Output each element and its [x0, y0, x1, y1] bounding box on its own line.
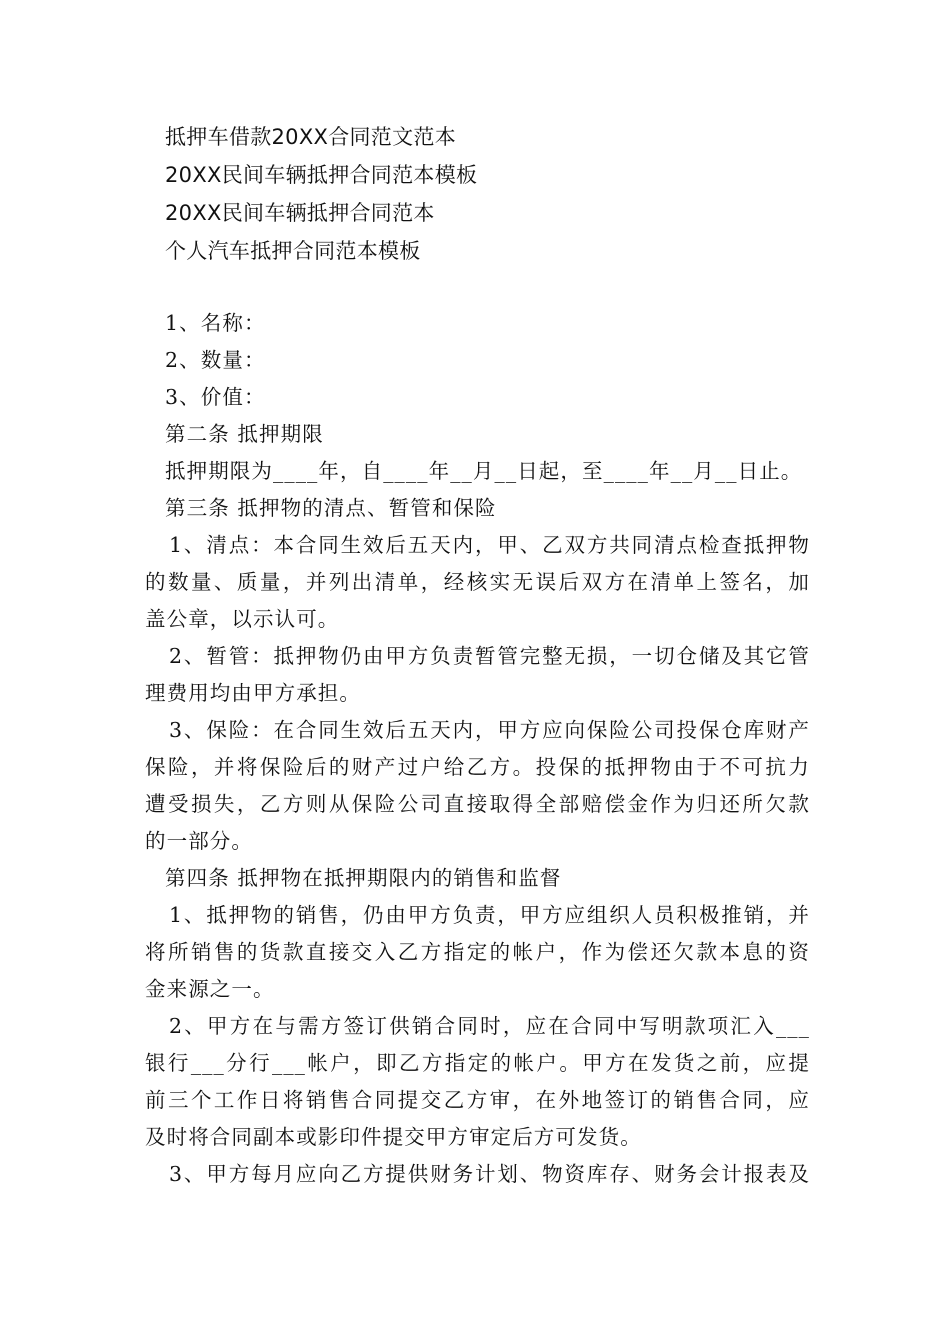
paragraph-line: 前三个工作日将销售合同提交乙方审，在外地签订的销售合同，应 [145, 1088, 810, 1112]
paragraph-line: 盖公章，以示认可。 [145, 607, 340, 631]
related-link-1[interactable]: 抵押车借款20XX合同范文范本 [165, 125, 456, 149]
paragraph-line: 的数量、质量，并列出清单，经核实无误后双方在清单上签名，加 [145, 570, 810, 594]
item-value-line: 3、价值： [165, 385, 266, 409]
paragraph-line: 遭受损失，乙方则从保险公司直接取得全部赔偿金作为归还所欠款 [145, 792, 810, 816]
paragraph-line: 1、清点：本合同生效后五天内，甲、乙双方共同清点检查抵押物 [169, 533, 810, 557]
related-links [165, 118, 825, 270]
paragraph-line: 将所销售的货款直接交入乙方指定的帐户，作为偿还欠款本息的资 [145, 940, 810, 964]
paragraph-line: 理费用均由甲方承担。 [145, 681, 361, 705]
paragraph-line: 1、抵押物的销售，仍由甲方负责，甲方应组织人员积极推销，并 [169, 903, 810, 927]
paragraph-line: 金来源之一。 [145, 977, 275, 1001]
related-link-3[interactable]: 20XX民间车辆抵押合同范本 [165, 201, 435, 225]
item-name-line: 1、名称： [165, 311, 266, 335]
paragraph-line: 2、甲方在与需方签订供销合同时，应在合同中写明款项汇入___ [169, 1014, 810, 1038]
paragraph-line: 及时将合同副本或影印件提交甲方审定后方可发货。 [145, 1125, 642, 1149]
article-3-heading: 第三条 抵押物的清点、暂管和保险 [165, 496, 497, 520]
item-quantity-line: 2、数量： [165, 348, 266, 372]
related-link-2[interactable]: 20XX民间车辆抵押合同范本模板 [165, 163, 478, 187]
paragraph-line: 的一部分。 [145, 829, 253, 853]
contract-body [145, 305, 810, 1193]
paragraph-line: 保险，并将保险后的财产过户给乙方。投保的抵押物由于不可抗力 [145, 755, 810, 779]
article-4-heading: 第四条 抵押物在抵押期限内的销售和监督 [165, 866, 562, 890]
paragraph-line: 2、暂管：抵押物仍由甲方负责暂管完整无损，一切仓储及其它管 [169, 644, 810, 668]
paragraph-line: 银行___分行___帐户，即乙方指定的帐户。甲方在发货之前，应提 [145, 1051, 810, 1075]
mortgage-period-line: 抵押期限为____年，自____年__月__日起，至____年__月__日止。 [165, 459, 803, 483]
paragraph-line: 3、甲方每月应向乙方提供财务计划、物资库存、财务会计报表及 [169, 1162, 810, 1186]
related-link-4[interactable]: 个人汽车抵押合同范本模板 [165, 239, 421, 263]
paragraph-line: 3、保险：在合同生效后五天内，甲方应向保险公司投保仓库财产 [169, 718, 810, 742]
article-2-heading: 第二条 抵押期限 [165, 422, 324, 446]
